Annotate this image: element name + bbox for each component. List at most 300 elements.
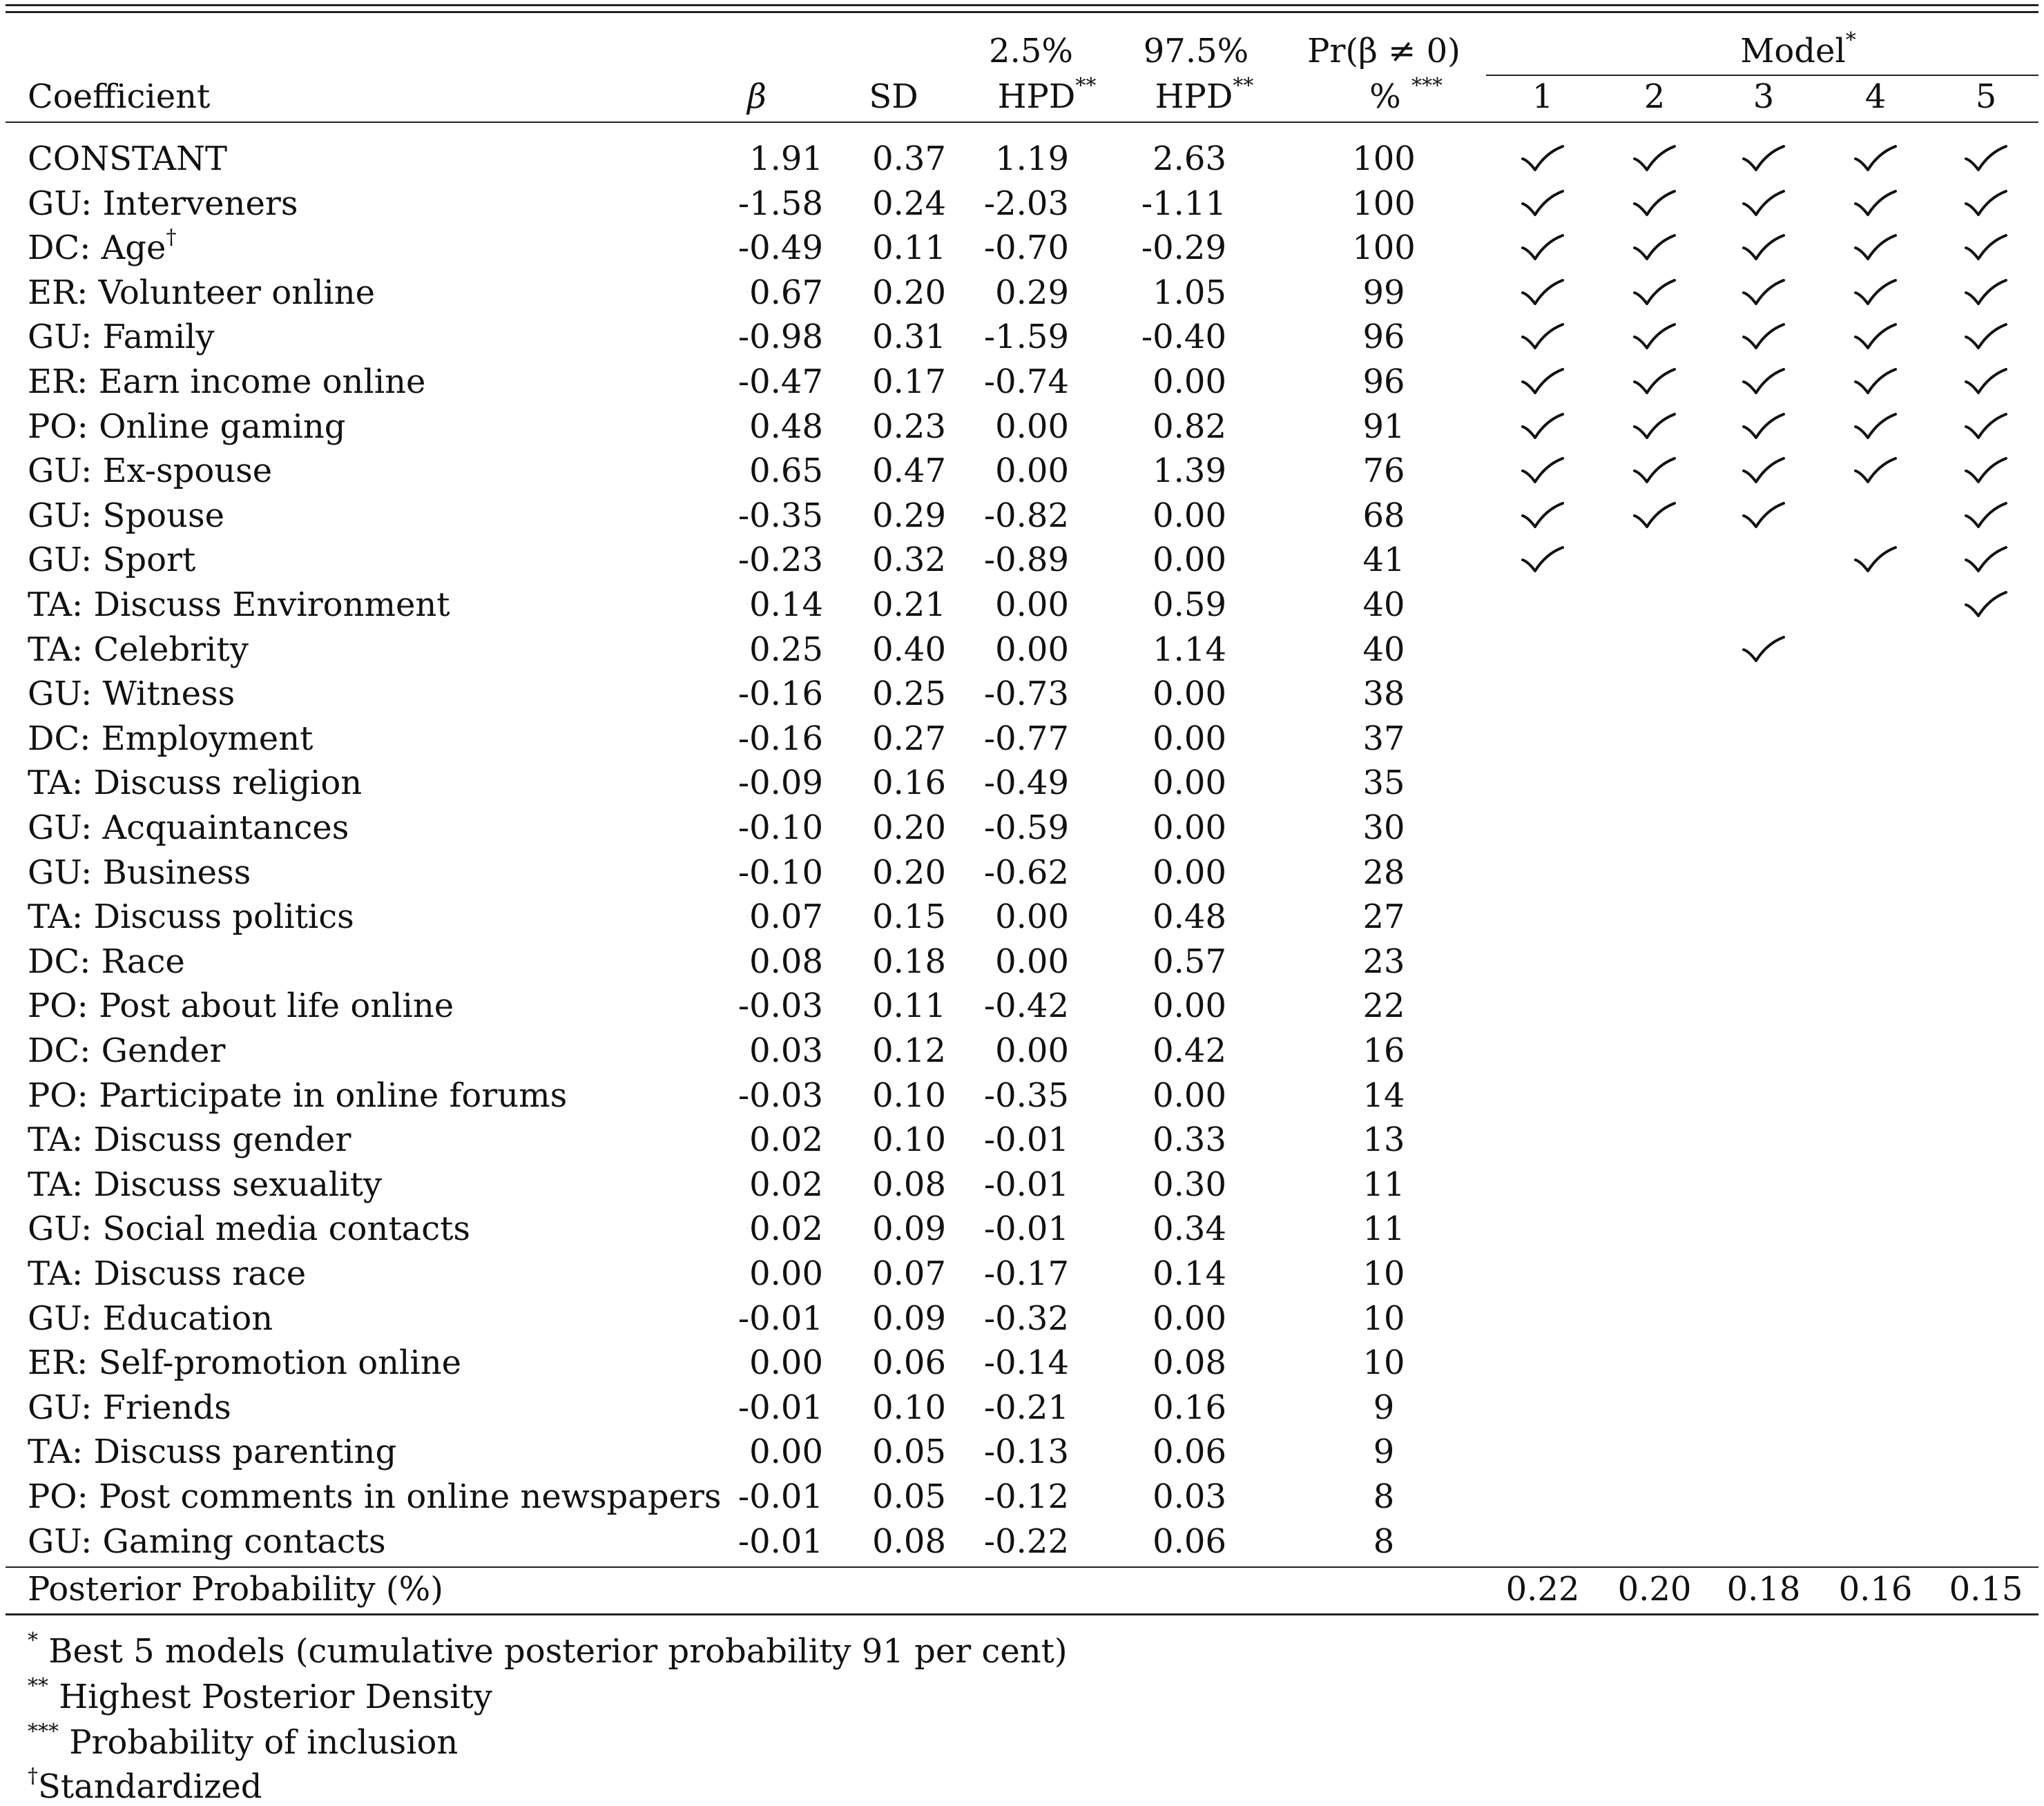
cell-sd: 0.25 (872, 674, 946, 714)
cell-beta: -0.01 (737, 1477, 823, 1516)
cell-hi: 1.39 (1153, 452, 1226, 491)
cell-sd: 0.20 (872, 273, 946, 312)
cell-sd: 0.10 (872, 1388, 946, 1427)
cell-hi: 0.03 (1153, 1477, 1226, 1516)
coefficient-label: DC: Race (28, 942, 185, 981)
cell-pr: 16 (1362, 1031, 1405, 1070)
footnote-1-text: Best 5 models (cumulative posterior probability 91 per cent) (38, 1632, 1068, 1671)
coefficient-label: GU: Sport (28, 541, 196, 580)
cell-pr: 13 (1362, 1120, 1405, 1160)
coefficient-label: TA: Celebrity (28, 630, 249, 669)
coefficient-name (28, 1388, 231, 1427)
coefficient-name (28, 1165, 383, 1204)
cell-lo: -0.42 (983, 987, 1069, 1026)
cell-lo: -0.89 (983, 541, 1069, 580)
cell-beta: 0.02 (749, 1120, 823, 1160)
header-coefficient: Coefficient (28, 77, 211, 116)
check-icon (1963, 144, 2009, 174)
cell-sd: 0.16 (872, 764, 946, 803)
cell-hi: 0.16 (1153, 1388, 1226, 1427)
check-icon (1853, 188, 1898, 219)
cell-pr: 14 (1362, 1076, 1405, 1115)
coefficient-name (28, 853, 251, 892)
cell-beta: -1.58 (737, 184, 823, 223)
top-rule-inner (6, 11, 2038, 13)
cell-beta: -0.16 (737, 719, 823, 758)
cell-lo: 1.19 (995, 139, 1069, 178)
cell-pr: 99 (1362, 273, 1405, 312)
footnote-2 (28, 1674, 492, 1716)
cell-sd: 0.12 (872, 1031, 946, 1070)
cell-beta: 0.48 (749, 407, 823, 446)
coefficient-name (28, 1210, 471, 1249)
cell-pr: 40 (1362, 585, 1405, 624)
cell-beta: 0.00 (749, 1433, 823, 1472)
cell-beta: 1.91 (749, 139, 823, 178)
model-marker: * (1845, 28, 1856, 52)
cell-beta: -0.01 (737, 1522, 823, 1561)
cell-pr: 38 (1362, 674, 1405, 714)
cell-lo: -0.82 (983, 496, 1069, 535)
check-icon (1520, 456, 1565, 486)
cell-lo: 0.00 (995, 942, 1069, 981)
coefficient-label: TA: Discuss gender (28, 1120, 351, 1160)
coefficient-name (28, 139, 228, 178)
cell-pr: 8 (1373, 1522, 1395, 1561)
cell-pr: 100 (1352, 229, 1416, 268)
coefficient-name (28, 1299, 273, 1338)
footnote-4-text: Standardized (38, 1767, 262, 1806)
cell-hi: 0.42 (1153, 1031, 1226, 1070)
coefficient-label: CONSTANT (28, 139, 228, 178)
cell-lo: -0.49 (983, 764, 1069, 803)
cell-pr: 41 (1362, 541, 1405, 580)
cell-pr: 40 (1362, 630, 1405, 669)
cell-hi: 0.34 (1153, 1210, 1226, 1249)
check-icon (1853, 278, 1898, 308)
coefficient-name (28, 1031, 226, 1070)
cell-sd: 0.11 (872, 229, 946, 268)
check-icon (1963, 590, 2009, 620)
check-icon (1520, 233, 1565, 263)
cell-beta: 0.08 (749, 942, 823, 981)
check-icon (1520, 545, 1565, 575)
cell-sd: 0.37 (872, 139, 946, 178)
coefficient-name (28, 808, 349, 847)
cell-beta: -0.03 (737, 987, 823, 1026)
cell-lo: -0.01 (983, 1165, 1069, 1204)
check-icon (1963, 278, 2009, 308)
coefficient-name (28, 407, 346, 446)
cell-hi: 0.57 (1153, 942, 1226, 981)
coefficient-label: GU: Gaming contacts (28, 1522, 386, 1561)
coefficient-name (28, 273, 376, 312)
coefficient-label: GU: Interveners (28, 184, 298, 223)
cell-beta: -0.47 (737, 362, 823, 401)
coefficient-name (28, 184, 298, 223)
cell-hi: -0.40 (1141, 318, 1226, 357)
coefficient-name (28, 1254, 307, 1293)
coefficient-name (28, 630, 249, 669)
check-icon (1963, 322, 2009, 352)
check-icon (1741, 501, 1786, 531)
coefficient-label: GU: Business (28, 853, 251, 892)
cell-beta: -0.35 (737, 496, 823, 535)
cell-lo: -0.32 (983, 1299, 1069, 1338)
check-icon (1853, 456, 1898, 486)
pr-marker: *** (1411, 74, 1443, 98)
check-icon (1520, 411, 1565, 442)
cell-lo: 0.00 (995, 407, 1069, 446)
coefficient-name (28, 318, 215, 357)
cell-pr: 76 (1362, 452, 1405, 491)
check-icon (1632, 278, 1677, 308)
footnote-1 (28, 1629, 1068, 1671)
coefficient-name (28, 1477, 722, 1516)
cell-sd: 0.11 (872, 987, 946, 1026)
check-icon (1853, 411, 1898, 442)
cell-sd: 0.06 (872, 1343, 946, 1383)
cell-lo: -0.21 (983, 1388, 1069, 1427)
header-hpd-high-line1: 97.5% (1143, 32, 1249, 70)
cell-lo: -0.01 (983, 1210, 1069, 1249)
cell-pr: 35 (1362, 764, 1405, 803)
cell-pr: 22 (1362, 987, 1405, 1026)
cell-hi: 0.00 (1153, 1299, 1226, 1338)
coefficient-name (28, 1522, 386, 1561)
check-icon (1632, 367, 1677, 397)
cell-beta: -0.23 (737, 541, 823, 580)
cell-sd: 0.10 (872, 1120, 946, 1160)
cell-beta: 0.65 (749, 452, 823, 491)
cell-hi: 0.00 (1153, 853, 1226, 892)
cell-beta: 0.03 (749, 1031, 823, 1070)
cell-hi: 0.06 (1153, 1433, 1226, 1472)
posterior-label: Posterior Probability (%) (28, 1570, 443, 1609)
cell-pr: 30 (1362, 808, 1405, 847)
coefficient-name (28, 496, 224, 535)
header-pr-line1: Pr(β ≠ 0) (1307, 32, 1460, 70)
check-icon (1741, 233, 1786, 263)
cell-pr: 28 (1362, 853, 1405, 892)
cell-hi: 0.08 (1153, 1343, 1226, 1383)
cell-lo: 0.00 (995, 630, 1069, 669)
cell-sd: 0.07 (872, 1254, 946, 1293)
cell-hi: -1.11 (1141, 184, 1226, 223)
check-icon (1741, 456, 1786, 486)
check-icon (1632, 233, 1677, 263)
coefficient-name (28, 987, 454, 1026)
hpd-high-marker: ** (1233, 74, 1254, 98)
cell-pr: 23 (1362, 942, 1405, 981)
footnote-2-text: Highest Posterior Density (48, 1678, 492, 1716)
cell-pr: 9 (1373, 1433, 1395, 1472)
coefficient-name (28, 1076, 568, 1115)
cell-pr: 10 (1362, 1254, 1405, 1293)
cell-lo: -0.17 (983, 1254, 1069, 1293)
cell-lo: -0.59 (983, 808, 1069, 847)
check-icon (1963, 233, 2009, 263)
check-icon (1520, 188, 1565, 219)
posterior-value-2: 0.20 (1617, 1570, 1692, 1609)
cell-beta: 0.14 (749, 585, 823, 624)
coefficient-name (28, 1343, 462, 1383)
cell-pr: 68 (1362, 496, 1405, 535)
cell-pr: 10 (1362, 1343, 1405, 1383)
footnote-3-text: Probability of inclusion (59, 1723, 459, 1762)
cell-lo: 0.00 (995, 452, 1069, 491)
check-icon (1963, 188, 2009, 219)
cell-lo: 0.00 (995, 1031, 1069, 1070)
cell-hi: 0.00 (1153, 719, 1226, 758)
footnote-4 (28, 1764, 262, 1806)
cell-sd: 0.20 (872, 853, 946, 892)
header-model: Model* (1740, 28, 1856, 70)
cell-lo: 0.00 (995, 585, 1069, 624)
coefficient-name (28, 541, 196, 580)
coefficient-name (28, 452, 273, 491)
coefficient-name (28, 764, 363, 803)
header-sd: SD (869, 77, 918, 116)
cell-hi: 0.33 (1153, 1120, 1226, 1160)
cell-beta: -0.03 (737, 1076, 823, 1115)
check-icon (1632, 188, 1677, 219)
check-icon (1853, 144, 1898, 174)
coefficient-name (28, 719, 314, 758)
cell-pr: 11 (1362, 1210, 1405, 1249)
check-icon (1963, 367, 2009, 397)
coefficient-label: TA: Discuss Environment (28, 585, 450, 624)
check-icon (1963, 411, 2009, 442)
model-group-rule (1486, 75, 2038, 76)
header-hpd-low-line2: HPD** (997, 74, 1097, 116)
cell-beta: -0.98 (737, 318, 823, 357)
coefficient-label: PO: Online gaming (28, 407, 346, 446)
posterior-value-5: 0.15 (1949, 1570, 2023, 1609)
cell-hi: 0.30 (1153, 1165, 1226, 1204)
coefficient-label: GU: Education (28, 1299, 273, 1338)
cell-sd: 0.05 (872, 1477, 946, 1516)
cell-beta: -0.16 (737, 674, 823, 714)
cell-sd: 0.17 (872, 362, 946, 401)
cell-beta: 0.25 (749, 630, 823, 669)
cell-lo: -0.74 (983, 362, 1069, 401)
check-icon (1632, 322, 1677, 352)
coefficient-label: TA: Discuss race (28, 1254, 307, 1293)
cell-beta: 0.67 (749, 273, 823, 312)
cell-hi: 0.59 (1153, 585, 1226, 624)
cell-hi: -0.29 (1141, 229, 1226, 268)
coefficient-name (28, 585, 450, 624)
cell-lo: 0.29 (995, 273, 1069, 312)
posterior-value-1: 0.22 (1505, 1570, 1580, 1609)
cell-pr: 96 (1362, 318, 1405, 357)
cell-beta: 0.00 (749, 1254, 823, 1293)
model-number-3: 3 (1753, 77, 1775, 116)
cell-hi: 0.06 (1153, 1522, 1226, 1561)
coefficient-label: DC: Age (28, 229, 166, 268)
cell-lo: -0.01 (983, 1120, 1069, 1160)
cell-sd: 0.18 (872, 942, 946, 981)
footnote-4-mark: † (28, 1764, 38, 1788)
cell-beta: 0.02 (749, 1210, 823, 1249)
cell-hi: 0.00 (1153, 674, 1226, 714)
check-icon (1741, 278, 1786, 308)
coefficient-label: TA: Discuss sexuality (28, 1165, 383, 1204)
header-hpd-low-line1: 2.5% (989, 32, 1073, 70)
footnote-2-mark: ** (28, 1674, 48, 1698)
cell-hi: 0.82 (1153, 407, 1226, 446)
coefficient-label: GU: Witness (28, 674, 235, 714)
coefficient-label: TA: Discuss politics (28, 897, 354, 937)
cell-sd: 0.31 (872, 318, 946, 357)
header-hpd-high-line2: HPD** (1155, 74, 1254, 116)
header-beta: β (747, 77, 767, 116)
coefficient-label: PO: Participate in online forums (28, 1076, 568, 1115)
check-icon (1853, 233, 1898, 263)
cell-sd: 0.05 (872, 1433, 946, 1472)
cell-hi: 0.48 (1153, 897, 1226, 937)
coefficient-label: GU: Friends (28, 1388, 231, 1427)
cell-beta: -0.49 (737, 229, 823, 268)
cell-beta: 0.00 (749, 1343, 823, 1383)
cell-sd: 0.20 (872, 808, 946, 847)
cell-pr: 9 (1373, 1388, 1395, 1427)
header-pr-line2: % *** (1369, 74, 1443, 116)
coefficient-label: PO: Post comments in online newspapers (28, 1477, 722, 1516)
cell-lo: -0.70 (983, 229, 1069, 268)
check-icon (1632, 456, 1677, 486)
cell-beta: 0.02 (749, 1165, 823, 1204)
cell-hi: 1.05 (1153, 273, 1226, 312)
cell-lo: -0.14 (983, 1343, 1069, 1383)
cell-pr: 100 (1352, 184, 1416, 223)
model-number-5: 5 (1975, 77, 1997, 116)
check-icon (1741, 144, 1786, 174)
check-icon (1741, 411, 1786, 442)
cell-lo: 0.00 (995, 897, 1069, 937)
check-icon (1520, 367, 1565, 397)
cell-lo: -0.62 (983, 853, 1069, 892)
check-icon (1853, 322, 1898, 352)
cell-sd: 0.09 (872, 1299, 946, 1338)
standardized-marker: † (166, 225, 177, 250)
cell-hi: 0.00 (1153, 764, 1226, 803)
cell-sd: 0.24 (872, 184, 946, 223)
coefficient-name (28, 225, 177, 268)
cell-hi: 0.00 (1153, 496, 1226, 535)
cell-hi: 0.00 (1153, 987, 1226, 1026)
check-icon (1963, 456, 2009, 486)
cell-pr: 37 (1362, 719, 1405, 758)
coefficient-label: DC: Gender (28, 1031, 226, 1070)
cell-hi: 2.63 (1153, 139, 1226, 178)
cell-lo: -0.35 (983, 1076, 1069, 1115)
check-icon (1520, 322, 1565, 352)
cell-sd: 0.21 (872, 585, 946, 624)
cell-hi: 0.00 (1153, 362, 1226, 401)
cell-sd: 0.15 (872, 897, 946, 937)
header-rule (6, 122, 2038, 123)
coefficient-name (28, 362, 426, 401)
cell-lo: -0.73 (983, 674, 1069, 714)
coefficient-label: ER: Volunteer online (28, 273, 376, 312)
check-icon (1632, 411, 1677, 442)
cell-sd: 0.09 (872, 1210, 946, 1249)
cell-lo: -2.03 (983, 184, 1069, 223)
cell-beta: 0.07 (749, 897, 823, 937)
cell-sd: 0.08 (872, 1522, 946, 1561)
cell-beta: -0.01 (737, 1388, 823, 1427)
coefficient-name (28, 1120, 351, 1160)
coefficient-label: DC: Employment (28, 719, 314, 758)
cell-pr: 8 (1373, 1477, 1395, 1516)
check-icon (1853, 367, 1898, 397)
body-bottom-rule (6, 1566, 2038, 1568)
coefficient-label: ER: Earn income online (28, 362, 426, 401)
coefficient-label: TA: Discuss parenting (28, 1433, 397, 1472)
coefficient-name (28, 897, 354, 937)
check-icon (1741, 188, 1786, 219)
cell-hi: 1.14 (1153, 630, 1226, 669)
check-icon (1963, 501, 2009, 531)
posterior-value-4: 0.16 (1838, 1570, 1913, 1609)
check-icon (1632, 144, 1677, 174)
cell-sd: 0.29 (872, 496, 946, 535)
coefficient-label: GU: Social media contacts (28, 1210, 471, 1249)
coefficient-label: GU: Acquaintances (28, 808, 349, 847)
cell-sd: 0.10 (872, 1076, 946, 1115)
check-icon (1520, 144, 1565, 174)
coefficient-label: GU: Spouse (28, 496, 224, 535)
coefficient-label: PO: Post about life online (28, 987, 454, 1026)
cell-hi: 0.00 (1153, 1076, 1226, 1115)
hpd-low-marker: ** (1075, 74, 1097, 98)
top-rule-outer (6, 4, 2038, 6)
cell-lo: -0.12 (983, 1477, 1069, 1516)
coefficient-name (28, 1433, 397, 1472)
cell-pr: 10 (1362, 1299, 1405, 1338)
cell-pr: 100 (1352, 139, 1416, 178)
cell-sd: 0.23 (872, 407, 946, 446)
model-number-4: 4 (1864, 77, 1887, 116)
cell-sd: 0.32 (872, 541, 946, 580)
cell-beta: -0.01 (737, 1299, 823, 1338)
check-icon (1963, 545, 2009, 575)
cell-pr: 91 (1362, 407, 1405, 446)
coefficient-label: GU: Family (28, 318, 215, 357)
footnote-3 (28, 1720, 459, 1762)
cell-lo: -0.22 (983, 1522, 1069, 1561)
cell-beta: -0.10 (737, 853, 823, 892)
cell-hi: 0.00 (1153, 541, 1226, 580)
check-icon (1741, 322, 1786, 352)
footnote-3-mark: *** (28, 1720, 59, 1744)
coefficient-name (28, 942, 185, 981)
cell-beta: -0.09 (737, 764, 823, 803)
cell-pr: 11 (1362, 1165, 1405, 1204)
coefficient-label: ER: Self-promotion online (28, 1343, 462, 1383)
check-icon (1632, 501, 1677, 531)
check-icon (1741, 367, 1786, 397)
model-number-2: 2 (1643, 77, 1666, 116)
cell-pr: 27 (1362, 897, 1405, 937)
model-number-1: 1 (1532, 77, 1554, 116)
table-bottom-rule (6, 1613, 2038, 1615)
coefficient-name (28, 674, 235, 714)
cell-lo: -0.13 (983, 1433, 1069, 1472)
cell-lo: -0.77 (983, 719, 1069, 758)
